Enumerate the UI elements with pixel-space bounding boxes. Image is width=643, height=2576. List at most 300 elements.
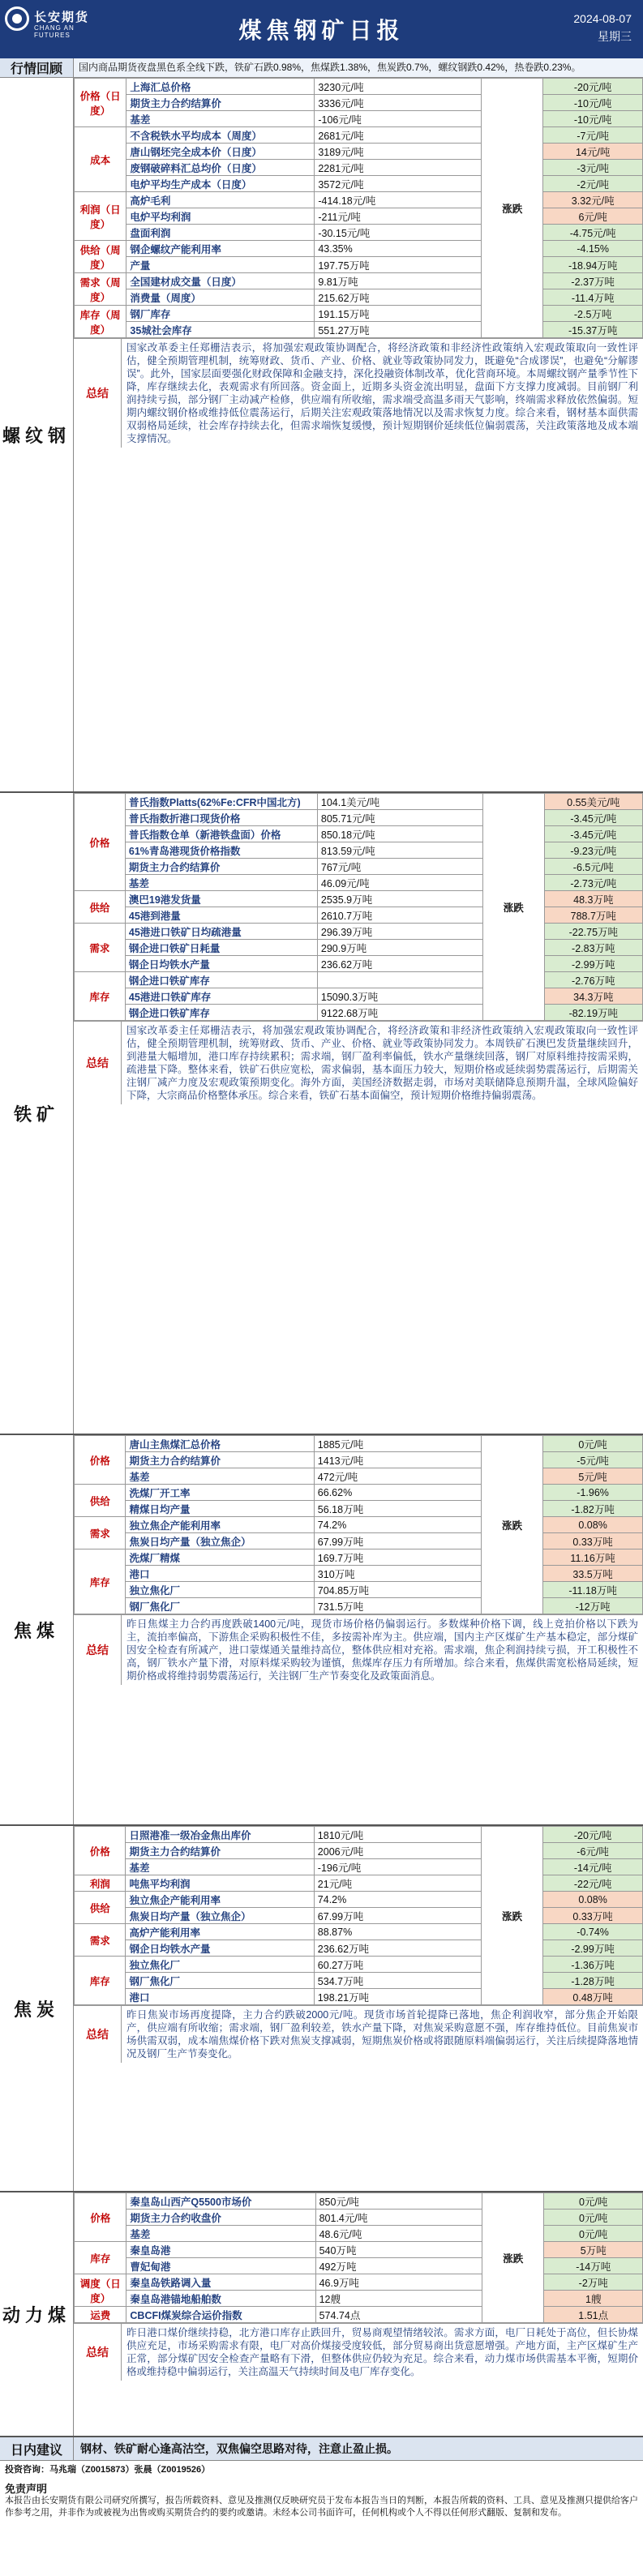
- indicator-name: 普氏指数Platts(62%Fe:CFR中国北方): [125, 794, 317, 810]
- table-row: [75, 2291, 643, 2307]
- indicator-value: -196元/吨: [314, 1859, 481, 1875]
- indicator-value: 2281元/吨: [315, 160, 482, 176]
- indicator-name: 钢企螺纹产能利用率: [126, 241, 315, 257]
- indicator-value: 1885元/吨: [314, 1436, 481, 1452]
- market-review: [0, 58, 643, 78]
- indicator-value: 2535.9万吨: [317, 891, 482, 907]
- table-row: [75, 1973, 643, 1989]
- indicator-name: 不含税铁水平均成本（周度）: [126, 127, 315, 144]
- indicator-change: -5元/吨: [543, 1452, 643, 1468]
- indicator-value: 197.75万吨: [315, 257, 482, 273]
- table-row: [75, 1452, 643, 1468]
- indicator-change: 0.08%: [543, 1892, 643, 1908]
- indicator-change: 0元/吨: [544, 2210, 643, 2226]
- indicator-change: 0.55美元/吨: [544, 794, 642, 810]
- indicator-change: -14万吨: [544, 2258, 643, 2274]
- indicator-change: 11.16万吨: [543, 1549, 643, 1566]
- table-row: [75, 306, 643, 322]
- indicator-change: -6.5元/吨: [544, 859, 642, 875]
- table-row: [75, 2226, 643, 2242]
- indicator-value: -414.18元/吨: [315, 192, 482, 208]
- indicator-change: 0.33万吨: [543, 1533, 643, 1549]
- section-body: [74, 793, 643, 1434]
- indicator-value: 534.7万吨: [314, 1973, 481, 1989]
- disclaimer-text: 本报告由长安期货有限公司研究所撰写，报告所载资料、意见及推测仅反映研究员于发布本报告当日的判断，本报告所载的资料、工具、意见及推测只提供给客户作参考之用，并非作为或被视为出售或购买期货合约的要约或邀请。未经本公司书面许可，任何机构或个人不得以任何形式翻版、复制和发布。: [5, 2496, 638, 2518]
- indicator-change: 6元/吨: [543, 208, 643, 225]
- indicator-value: 472元/吨: [314, 1468, 481, 1485]
- indicator-change: -4.15%: [543, 241, 643, 257]
- indicator-change: -10元/吨: [543, 111, 643, 127]
- table-row: [75, 208, 643, 225]
- indicator-name: 普氏指数折港口现货价格: [125, 810, 317, 826]
- table-row: [75, 842, 643, 859]
- indicator-value: 813.59元/吨: [317, 842, 482, 859]
- table-row: [75, 972, 643, 988]
- section-label: 螺纹钢: [0, 78, 74, 791]
- indicator-name: 钢厂库存: [126, 306, 315, 322]
- indicator-value: 310万吨: [314, 1566, 481, 1582]
- indicator-change: -10元/吨: [543, 95, 643, 111]
- daily-advice: [0, 2437, 643, 2461]
- table-row: [75, 160, 643, 176]
- table-row: [75, 2193, 643, 2210]
- indicator-name: 盘面利润: [126, 225, 315, 241]
- category-cell: 需求（周度）: [75, 273, 126, 306]
- category-cell: 库存（周度）: [75, 306, 126, 338]
- indicator-change: -18.94万吨: [543, 257, 643, 273]
- indicator-change: 0.33万吨: [543, 1908, 643, 1924]
- indicator-name: 港口: [126, 1566, 314, 1582]
- category-cell: 利润: [75, 1875, 126, 1892]
- indicator-value: 767元/吨: [317, 859, 482, 875]
- table-row: [75, 144, 643, 160]
- indicator-value: 551.27万吨: [315, 322, 482, 338]
- table-row: [75, 940, 643, 956]
- indicator-name: 废钢破碎料汇总均价（日度）: [126, 160, 315, 176]
- change-header: 涨跌: [481, 1436, 542, 1614]
- indicator-change: 788.7万吨: [544, 907, 642, 924]
- indicator-name: 基差: [126, 1468, 314, 1485]
- indicator-value: 12艘: [315, 2291, 482, 2307]
- indicator-name: 澳巴19港发货量: [125, 891, 317, 907]
- indicator-change: -2.99万吨: [544, 956, 642, 972]
- table-row: [75, 859, 643, 875]
- summary-text: 国家改革委主任郑栅洁表示，将加强宏观政策协调配合，将经济政策和非经济性政策纳入宏观政策取向一致性评估，健全预期管理机制，统筹财政、货币、产业、价格、就业等政策协同发力，既避免“合成谬误”，也避免“分解谬误”。此外，国家层面要强化财政保障和金融支持，深化投融资体制改革，优化营商环境。本周螺纹钢产量季节性下降，库存继续去化，表观需求有所回落。资金面上，近期多头资金流出明显，盘面下方支撑力度减弱。目前钢厂利润持续亏损，部分钢厂主动减产检修，供应端有所收缩，需求端受高温多雨天气影响，终端需求释放依然偏弱。短期内螺纹钢价格或维持低位震荡运行，后期关注宏观政策落地情况以及需求恢复力度。综合来看，钢材基本面供需双弱格局延续，社会库存持续去化，但需求端恢复缓慢，预计短期钢价延续低位偏弱震荡，关注政策落地及成本端支撑情况。: [126, 342, 638, 444]
- indicator-value: 2006元/吨: [314, 1843, 481, 1859]
- section-2: [0, 1435, 643, 1826]
- indicator-change: 1.51点: [544, 2307, 643, 2323]
- change-header: 涨跌: [481, 1827, 542, 2005]
- table-row: [75, 1598, 643, 1614]
- table-row: [75, 1436, 643, 1452]
- indicator-value: 21元/吨: [314, 1875, 481, 1892]
- summary-label: 总结: [74, 2324, 122, 2381]
- company-name-en: CHANG AN FUTURES: [34, 24, 75, 39]
- indicator-name: CBCFI煤炭综合运价指数: [126, 2307, 315, 2323]
- indicator-change: 0.48万吨: [543, 1989, 643, 2005]
- indicator-value: 46.9万吨: [315, 2274, 482, 2291]
- indicator-name: 独立焦企产能利用率: [126, 1517, 314, 1533]
- indicator-change: 3.32元/吨: [543, 192, 643, 208]
- table-row: [75, 1582, 643, 1598]
- change-header: 涨跌: [482, 2193, 544, 2323]
- table-row: [75, 1517, 643, 1533]
- indicator-value: 540万吨: [315, 2242, 482, 2258]
- section-label: 铁矿: [0, 793, 74, 1434]
- report-date: 2024-08-07: [573, 12, 632, 25]
- indicator-name: 钢企进口铁矿库存: [125, 1005, 317, 1021]
- section-body: [74, 78, 643, 791]
- indicator-change: -20元/吨: [543, 1827, 643, 1843]
- indicator-table: [74, 78, 643, 338]
- indicator-value: 191.15万吨: [315, 306, 482, 322]
- table-row: [75, 225, 643, 241]
- indicator-change: -2.5万吨: [543, 306, 643, 322]
- table-row: [75, 891, 643, 907]
- indicator-name: 期货主力合约收盘价: [126, 2210, 315, 2226]
- indicator-change: -1.96%: [543, 1485, 643, 1501]
- indicator-change: -2.37万吨: [543, 273, 643, 289]
- indicator-value: 805.71元/吨: [317, 810, 482, 826]
- indicator-value: 15090.3万吨: [317, 988, 482, 1005]
- table-row: [75, 2274, 643, 2291]
- category-cell: 价格: [75, 1827, 126, 1875]
- indicator-change: 0元/吨: [543, 1436, 643, 1452]
- indicator-change: -20元/吨: [543, 79, 643, 95]
- indicator-change: -12万吨: [543, 1598, 643, 1614]
- table-row: [75, 79, 643, 95]
- market-review-text: 国内商品期货夜盘黑色系全线下跌，铁矿石跌0.98%，焦煤跌1.38%，焦炭跌0.7%，螺纹钢跌0.42%，热卷跌0.23%。: [74, 58, 643, 77]
- section-0: [0, 78, 643, 793]
- category-cell: 运费: [75, 2307, 126, 2323]
- table-row: [75, 810, 643, 826]
- table-row: [75, 1827, 643, 1843]
- indicator-table: [74, 1435, 643, 1614]
- table-row: [75, 1875, 643, 1892]
- table-row: [75, 95, 643, 111]
- table-row: [75, 1549, 643, 1566]
- table-row: [75, 1940, 643, 1957]
- indicator-name: 电炉平均利润: [126, 208, 315, 225]
- indicator-name: 秦皇岛铁路调入量: [126, 2274, 315, 2291]
- indicator-value: 492万吨: [315, 2258, 482, 2274]
- indicator-value: 104.1美元/吨: [317, 794, 482, 810]
- indicator-value: 56.18万吨: [314, 1501, 481, 1517]
- table-row: [75, 1005, 643, 1021]
- table-row: [75, 176, 643, 192]
- category-cell: 供给: [75, 1485, 126, 1517]
- indicator-change: -14元/吨: [543, 1859, 643, 1875]
- table-row: [75, 322, 643, 338]
- summary-label: 总结: [74, 1022, 122, 1104]
- category-cell: 价格: [75, 794, 126, 891]
- indicator-value: 74.2%: [314, 1892, 481, 1908]
- indicator-value: 60.27万吨: [314, 1957, 481, 1973]
- indicator-value: -30.15元/吨: [315, 225, 482, 241]
- summary-text: 昨日焦炭市场再度提降，主力合约跌破2000元/吨。现货市场首轮提降已落地，焦企利润收窄，部分焦企开始限产，供应端有所收缩；需求端，钢厂盈利较差，铁水产量下降，对焦炭采购意愿不强，库存维持低位。目前焦炭市场供需双弱，成本端焦煤价格下跌对焦炭支撑减弱，短期焦炭价格或将跟随原料端偏弱运行，关注后续提降落地情况及钢厂生产节奏变化。: [126, 2009, 638, 2060]
- indicator-value: 48.6元/吨: [315, 2226, 482, 2242]
- report-title: 煤焦钢矿日报: [238, 18, 405, 43]
- indicator-change: -2.99万吨: [543, 1940, 643, 1957]
- table-row: [75, 111, 643, 127]
- change-header: 涨跌: [483, 794, 545, 1021]
- indicator-name: 精煤日均产量: [126, 1501, 314, 1517]
- indicator-change: -2元/吨: [543, 176, 643, 192]
- indicator-value: 9.81万吨: [315, 273, 482, 289]
- category-cell: 成本: [75, 127, 126, 192]
- category-cell: 供给: [75, 891, 126, 924]
- section-body: [74, 1826, 643, 2191]
- indicator-name: 秦皇岛港锚地船舶数: [126, 2291, 315, 2307]
- indicator-value: 290.9万吨: [317, 940, 482, 956]
- indicator-change: -6元/吨: [543, 1843, 643, 1859]
- table-row: [75, 924, 643, 940]
- indicator-name: 钢企日均铁水产量: [125, 956, 317, 972]
- summary-row: [74, 1614, 643, 1685]
- indicator-name: 期货主力合约结算价: [126, 1843, 314, 1859]
- indicator-change: -2.83万吨: [544, 940, 642, 956]
- advice-label: 日内建议: [0, 2437, 74, 2460]
- table-row: [75, 794, 643, 810]
- indicator-value: 43.35%: [315, 241, 482, 257]
- indicator-name: 上海汇总价格: [126, 79, 315, 95]
- table-row: [75, 1957, 643, 1973]
- indicator-change: -11.4万吨: [543, 289, 643, 306]
- summary-row: [74, 338, 643, 448]
- market-review-label: 行情回顾: [0, 58, 74, 77]
- indicator-name: 钢企进口铁矿日耗量: [125, 940, 317, 956]
- indicator-change: -2.73元/吨: [544, 875, 642, 891]
- indicator-name: 港口: [126, 1989, 314, 2005]
- table-row: [75, 2210, 643, 2226]
- indicator-name: 基差: [126, 1859, 314, 1875]
- indicator-name: 普氏指数仓单（新港铁盘面）价格: [125, 826, 317, 842]
- indicator-name: 期货主力合约结算价: [126, 1452, 314, 1468]
- table-row: [75, 1468, 643, 1485]
- indicator-value: 704.85万吨: [314, 1582, 481, 1598]
- indicator-name: 钢厂焦化厂: [126, 1973, 314, 1989]
- report-date-block: [573, 10, 632, 45]
- indicator-value: 3230元/吨: [315, 79, 482, 95]
- indicator-value: 296.39万吨: [317, 924, 482, 940]
- table-row: [75, 1859, 643, 1875]
- indicator-name: 焦炭日均产量（独立焦企）: [126, 1908, 314, 1924]
- indicator-change: -0.74%: [543, 1924, 643, 1940]
- indicator-name: 曹妃甸港: [126, 2258, 315, 2274]
- category-cell: 需求: [75, 1517, 126, 1549]
- category-cell: 价格: [75, 1436, 126, 1485]
- indicator-change: 48.3万吨: [544, 891, 642, 907]
- indicator-change: -1.36万吨: [543, 1957, 643, 1973]
- indicator-value: 3189元/吨: [315, 144, 482, 160]
- indicator-value: 801.4元/吨: [315, 2210, 482, 2226]
- table-row: [75, 2242, 643, 2258]
- indicator-name: 电炉平均生产成本（日度）: [126, 176, 315, 192]
- report-header: [0, 0, 643, 58]
- indicator-name: 唐山主焦煤汇总价格: [126, 1436, 314, 1452]
- indicator-change: -1.28万吨: [543, 1973, 643, 1989]
- indicator-name: 洗煤厂精煤: [126, 1549, 314, 1566]
- indicator-value: 574.74点: [315, 2307, 482, 2323]
- table-row: [75, 1485, 643, 1501]
- indicator-value: 2681元/吨: [315, 127, 482, 144]
- indicator-name: 基差: [126, 2226, 315, 2242]
- summary-label: 总结: [74, 339, 122, 448]
- table-row: [75, 289, 643, 306]
- company-name-cn: 长安期货: [34, 11, 90, 24]
- commodity-sections: [0, 78, 643, 2437]
- indicator-change: 33.5万吨: [543, 1566, 643, 1582]
- table-row: [75, 907, 643, 924]
- table-row: [75, 2307, 643, 2323]
- section-label: 动力煤: [0, 2192, 74, 2436]
- indicator-name: 45港进口铁矿库存: [125, 988, 317, 1005]
- indicator-name: 洗煤厂开工率: [126, 1485, 314, 1501]
- table-row: [75, 1908, 643, 1924]
- summary-row: [74, 1021, 643, 1104]
- indicator-value: -106元/吨: [315, 111, 482, 127]
- indicator-value: [317, 972, 482, 988]
- indicator-name: 基差: [126, 111, 315, 127]
- category-cell: 库存: [75, 1957, 126, 2005]
- indicator-change: -2.76万吨: [544, 972, 642, 988]
- table-row: [75, 1533, 643, 1549]
- indicator-change: -3.45元/吨: [544, 826, 642, 842]
- indicator-name: 秦皇岛港: [126, 2242, 315, 2258]
- indicator-value: 850.18元/吨: [317, 826, 482, 842]
- category-cell: 需求: [75, 924, 126, 972]
- indicator-name: 钢企日均铁水产量: [126, 1940, 314, 1957]
- analyst-credits: 投资咨询：马兆瑞（Z0015873）张晨（Z0019526）: [5, 2465, 211, 2475]
- indicator-change: -82.19万吨: [544, 1005, 642, 1021]
- category-cell: 调度（日度）: [75, 2274, 126, 2307]
- category-cell: 价格（日度）: [75, 79, 126, 127]
- category-cell: 需求: [75, 1924, 126, 1957]
- indicator-change: -22元/吨: [543, 1875, 643, 1892]
- indicator-name: 高炉毛利: [126, 192, 315, 208]
- summary-text: 昨日港口煤价继续持稳，北方港口库存止跌回升，贸易商观望情绪较浓。需求方面，电厂日耗处于高位，但长协煤供应充足，市场采购需求有限，电厂对高价煤接受度较低，部分贸易商出货意愿增强。产地方面，主产区煤矿生产正常，部分煤矿因安全检查产量略有下滑，但整体供应仍较为充足。综合来看，动力煤市场供需基本平衡，短期价格或维持稳中偏弱运行，关注高温天气持续时间及电厂库存变化。: [126, 2327, 638, 2377]
- indicator-value: 2610.7万吨: [317, 907, 482, 924]
- section-3: [0, 1826, 643, 2192]
- indicator-name: 高炉产能利用率: [126, 1924, 314, 1940]
- indicator-change: 0.08%: [543, 1517, 643, 1533]
- category-cell: 供给（周度）: [75, 241, 126, 273]
- indicator-name: 产量: [126, 257, 315, 273]
- indicator-change: 1艘: [544, 2291, 643, 2307]
- category-cell: 库存: [75, 2242, 126, 2274]
- table-row: [75, 273, 643, 289]
- indicator-table: [74, 2192, 643, 2323]
- section-body: [74, 1435, 643, 1824]
- table-row: [75, 2258, 643, 2274]
- indicator-table: [74, 793, 643, 1021]
- summary-label: 总结: [74, 2006, 122, 2063]
- section-label: 焦炭: [0, 1826, 74, 2191]
- indicator-value: 88.87%: [314, 1924, 481, 1940]
- table-row: [75, 192, 643, 208]
- table-row: [75, 988, 643, 1005]
- indicator-change: -9.23元/吨: [544, 842, 642, 859]
- section-body: [74, 2192, 643, 2436]
- table-row: [75, 1566, 643, 1582]
- indicator-change: -11.18万吨: [543, 1582, 643, 1598]
- indicator-table: [74, 1826, 643, 2005]
- table-row: [75, 257, 643, 273]
- category-cell: 利润（日度）: [75, 192, 126, 241]
- indicator-name: 61%青岛港现货价格指数: [125, 842, 317, 859]
- indicator-name: 秦皇岛山西产Q5500市场价: [126, 2193, 315, 2210]
- indicator-value: -211元/吨: [315, 208, 482, 225]
- indicator-value: 169.7万吨: [314, 1549, 481, 1566]
- section-1: [0, 793, 643, 1435]
- table-row: [75, 1501, 643, 1517]
- indicator-value: 1810元/吨: [314, 1827, 481, 1843]
- indicator-value: 66.62%: [314, 1485, 481, 1501]
- summary-text: 国家改革委主任郑栅洁表示，将加强宏观政策协调配合，将经济政策和非经济性政策纳入宏观政策取向一致性评估，健全预期管理机制，统筹财政、货币、产业、价格、就业等政策协同发力。本周铁矿石澳巴发货量继续回升，到港量大幅增加，港口库存持续累积；需求端，钢厂盈利率偏低，铁水产量继续回落，钢厂对原料维持按需采购，疏港量下降。整体来看，铁矿石供应宽松，需求偏弱，基本面压力较大，短期价格或延续弱势震荡运行，后期需关注钢厂减产力度及宏观政策预期变化。海外方面，美国经济数据走弱，市场对美联储降息预期升温，全球风险偏好下降，大宗商品价格整体承压。综合来看，铁矿石基本面偏空，预计短期价格维持偏弱震荡。: [126, 1025, 638, 1101]
- indicator-change: -2万吨: [544, 2274, 643, 2291]
- indicator-value: 67.99万吨: [314, 1908, 481, 1924]
- indicator-value: 74.2%: [314, 1517, 481, 1533]
- table-row: [75, 1924, 643, 1940]
- indicator-value: 67.99万吨: [314, 1533, 481, 1549]
- indicator-change: 14元/吨: [543, 144, 643, 160]
- indicator-change: -7元/吨: [543, 127, 643, 144]
- change-header: 涨跌: [482, 79, 543, 338]
- indicator-name: 期货主力合约结算价: [126, 95, 315, 111]
- section-label: 焦煤: [0, 1435, 74, 1824]
- indicator-value: 198.21万吨: [314, 1989, 481, 2005]
- indicator-name: 基差: [125, 875, 317, 891]
- indicator-change: 0元/吨: [544, 2226, 643, 2242]
- table-row: [75, 1989, 643, 2005]
- indicator-change: -3.45元/吨: [544, 810, 642, 826]
- report-footer: [0, 2461, 643, 2522]
- report-weekday: 星期三: [598, 30, 632, 43]
- indicator-change: 5万吨: [544, 2242, 643, 2258]
- indicator-value: 9122.68万吨: [317, 1005, 482, 1021]
- indicator-name: 期货主力合约结算价: [125, 859, 317, 875]
- indicator-value: 731.5万吨: [314, 1598, 481, 1614]
- summary-row: [74, 2323, 643, 2381]
- indicator-change: 0元/吨: [544, 2193, 643, 2210]
- table-row: [75, 875, 643, 891]
- table-row: [75, 127, 643, 144]
- indicator-name: 吨焦平均利润: [126, 1875, 314, 1892]
- indicator-name: 独立焦化厂: [126, 1957, 314, 1973]
- indicator-name: 45港进口铁矿日均疏港量: [125, 924, 317, 940]
- indicator-change: -22.75万吨: [544, 924, 642, 940]
- indicator-name: 独立焦化厂: [126, 1582, 314, 1598]
- table-row: [75, 1892, 643, 1908]
- indicator-name: 45港到港量: [125, 907, 317, 924]
- table-row: [75, 1843, 643, 1859]
- table-row: [75, 241, 643, 257]
- disclaimer-title: 免责声明: [5, 2483, 48, 2495]
- indicator-value: 236.62万吨: [317, 956, 482, 972]
- indicator-value: 46.09元/吨: [317, 875, 482, 891]
- indicator-value: 215.62万吨: [315, 289, 482, 306]
- indicator-value: 1413元/吨: [314, 1452, 481, 1468]
- indicator-change: -15.37万吨: [543, 322, 643, 338]
- summary-text: 昨日焦煤主力合约再度跌破1400元/吨，现货市场价格仍偏弱运行。多数煤种价格下调，线上竞拍价格以下跌为主，流拍率偏高，下游焦企采购积极性不佳，多按需补库为主。供应端，国内主产区煤矿生产基本稳定，部分煤矿因安全检查有所减产，进口蒙煤通关量维持高位，整体供应相对充裕。需求端，焦企利润持续亏损，开工积极性不高，钢厂铁水产量下滑，对原料煤采购较为谨慎，焦煤库存压力有所增加。综合来看，焦煤供需宽松格局延续，短期价格或将维持弱势震荡运行，关注钢厂生产节奏变化及政策面消息。: [126, 1618, 638, 1682]
- indicator-value: 3572元/吨: [315, 176, 482, 192]
- indicator-change: -3元/吨: [543, 160, 643, 176]
- table-row: [75, 826, 643, 842]
- indicator-change: 5元/吨: [543, 1468, 643, 1485]
- indicator-name: 钢企进口铁矿库存: [125, 972, 317, 988]
- indicator-change: -4.75元/吨: [543, 225, 643, 241]
- indicator-name: 焦炭日均产量（独立焦企）: [126, 1533, 314, 1549]
